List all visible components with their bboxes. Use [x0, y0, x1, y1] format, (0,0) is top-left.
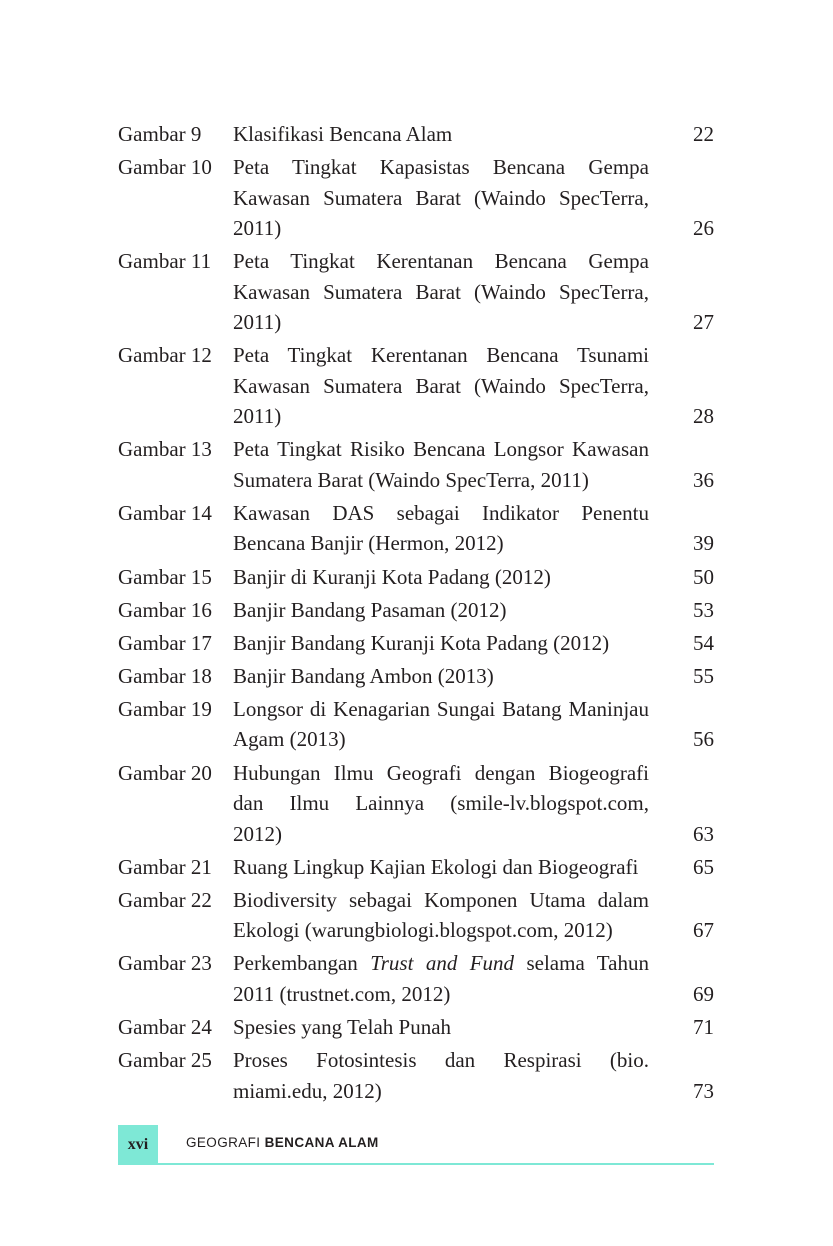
figure-entry	[118, 152, 714, 244]
figure-title-line: 2012)	[233, 821, 282, 846]
figure-entry	[118, 498, 714, 559]
figure-label: Gambar 18	[118, 663, 212, 688]
figure-title-line: Kawasan DAS sebagai Indikator Penentu	[233, 500, 649, 525]
figure-title-line: Peta Tingkat Risiko Bencana Longsor Kawasan	[233, 437, 649, 462]
figure-title	[233, 1012, 649, 1043]
figure-page-number: 54	[693, 630, 714, 655]
figure-label: Gambar 13	[118, 437, 212, 462]
figure-title-line: Peta Tingkat Kerentanan Bencana Tsunami	[233, 343, 649, 368]
figure-title	[233, 340, 649, 432]
figure-title-line: Banjir Bandang Ambon (2013)	[233, 663, 494, 688]
figure-page-number: 28	[693, 404, 714, 429]
figure-label: Gambar 12	[118, 343, 212, 368]
figure-entry	[118, 246, 714, 338]
figure-title-line: Bencana Banjir (Hermon, 2012)	[233, 531, 504, 556]
figure-entry	[118, 340, 714, 432]
running-title	[186, 1135, 379, 1150]
figure-title-line: 2011)	[233, 404, 282, 429]
figure-label: Gambar 15	[118, 564, 212, 589]
figure-label: Gambar 20	[118, 760, 212, 785]
figure-page-number: 55	[693, 663, 714, 688]
figure-entry	[118, 562, 714, 593]
figure-title-line: Peta Tingkat Kerentanan Bencana Gempa	[233, 249, 649, 274]
figure-title	[233, 562, 649, 593]
figure-entry	[118, 628, 714, 659]
figure-label: Gambar 9	[118, 122, 202, 146]
figure-label: Gambar 21	[118, 854, 212, 879]
figure-title-line: Hubungan Ilmu Geografi dengan Biogeografi	[233, 760, 649, 785]
figure-entry	[118, 694, 714, 755]
figure-title	[233, 758, 649, 850]
figure-title	[233, 434, 649, 495]
figure-title-line: Ekologi (warungbiologi.blogspot.com, 2012)	[233, 918, 613, 943]
figure-title	[233, 246, 649, 338]
figure-label: Gambar 23	[118, 951, 212, 976]
figure-title-line: Longsor di Kenagarian Sungai Batang Maninjau	[233, 696, 649, 721]
figure-title-line: Kawasan Sumatera Barat (Waindo SpecTerra,	[233, 279, 649, 304]
figure-title-line: Perkembangan Trust and Fund selama Tahun	[233, 951, 649, 976]
figure-page-number: 26	[693, 216, 714, 241]
figure-entry	[118, 595, 714, 626]
figure-title-line: Sumatera Barat (Waindo SpecTerra, 2011)	[233, 467, 589, 492]
figure-page-number: 56	[693, 727, 714, 752]
figure-label: Gambar 10	[118, 155, 212, 180]
figure-title	[233, 852, 649, 883]
figure-title-line: Banjir Bandang Pasaman (2012)	[233, 597, 507, 622]
figure-entry	[118, 852, 714, 883]
page-footer	[118, 1125, 714, 1165]
figure-title	[233, 628, 649, 659]
running-title-light: GEOGRAFI	[186, 1135, 261, 1150]
figure-title-line: Banjir di Kuranji Kota Padang (2012)	[233, 564, 551, 589]
figure-title-line: dan Ilmu Lainnya (smile-lv.blogspot.com,	[233, 791, 649, 816]
figure-entry	[118, 119, 714, 150]
figure-title	[233, 661, 649, 692]
figure-entry	[118, 948, 714, 1009]
figure-title	[233, 498, 649, 559]
figure-page-number: 65	[693, 854, 714, 879]
figure-title-line: Proses Fotosintesis dan Respirasi (bio.	[233, 1048, 649, 1072]
figure-page-number: 71	[693, 1014, 714, 1039]
figure-page-number: 67	[693, 918, 714, 943]
figure-page-number: 73	[693, 1078, 714, 1103]
figure-label: Gambar 24	[118, 1014, 212, 1039]
italic-term: Trust and Fund	[370, 951, 515, 976]
figure-title-line: Banjir Bandang Kuranji Kota Padang (2012)	[233, 630, 610, 655]
figure-title-line: Ruang Lingkup Kajian Ekologi dan Biogeografi	[233, 854, 639, 879]
figure-title	[233, 119, 649, 150]
figure-title	[233, 595, 649, 626]
figure-title	[233, 152, 649, 244]
figure-entry	[118, 661, 714, 692]
figure-title-line: Peta Tingkat Kapasistas Bencana Gempa	[233, 155, 649, 180]
figure-title-line: Kawasan Sumatera Barat (Waindo SpecTerra,	[233, 373, 649, 398]
figure-entry	[118, 1045, 714, 1106]
figure-title	[233, 1045, 649, 1106]
figure-title	[233, 885, 649, 946]
figure-label: Gambar 16	[118, 597, 212, 622]
figure-page-number: 36	[693, 467, 714, 492]
figure-page-number: 27	[693, 310, 714, 335]
figure-page-number: 39	[693, 531, 714, 556]
footer-rule	[118, 1163, 714, 1165]
figure-page-number: 22	[693, 122, 714, 146]
figure-label: Gambar 14	[118, 500, 212, 525]
figure-title-line: 2011)	[233, 310, 282, 335]
figure-label: Gambar 19	[118, 696, 212, 721]
figure-entry	[118, 885, 714, 946]
page-number: xvi	[118, 1125, 158, 1164]
figure-label: Gambar 17	[118, 630, 212, 655]
figure-page-number: 63	[693, 821, 714, 846]
figure-label: Gambar 11	[118, 249, 212, 274]
figure-title-line: 2011)	[233, 216, 282, 241]
figure-title-line: Spesies yang Telah Punah	[233, 1014, 452, 1039]
figure-title-line: Klasifikasi Bencana Alam	[233, 122, 453, 146]
figure-title-line: 2011 (trustnet.com, 2012)	[233, 981, 451, 1006]
figure-title-line: Kawasan Sumatera Barat (Waindo SpecTerra,	[233, 185, 649, 210]
figure-title-line: miami.edu, 2012)	[233, 1078, 382, 1103]
figure-title	[233, 694, 649, 755]
figure-title	[233, 948, 649, 1009]
figure-label: Gambar 25	[118, 1048, 212, 1072]
figure-entry	[118, 1012, 714, 1043]
figure-entry	[118, 434, 714, 495]
figure-list	[118, 119, 714, 1109]
figure-entry	[118, 758, 714, 850]
figure-title-line: Biodiversity sebagai Komponen Utama dalam	[233, 887, 649, 912]
running-title-bold: BENCANA ALAM	[264, 1135, 379, 1150]
figure-title-line: Agam (2013)	[233, 727, 346, 752]
figure-page-number: 53	[693, 597, 714, 622]
figure-page-number: 69	[693, 981, 714, 1006]
figure-page-number: 50	[693, 564, 714, 589]
figure-label: Gambar 22	[118, 887, 212, 912]
